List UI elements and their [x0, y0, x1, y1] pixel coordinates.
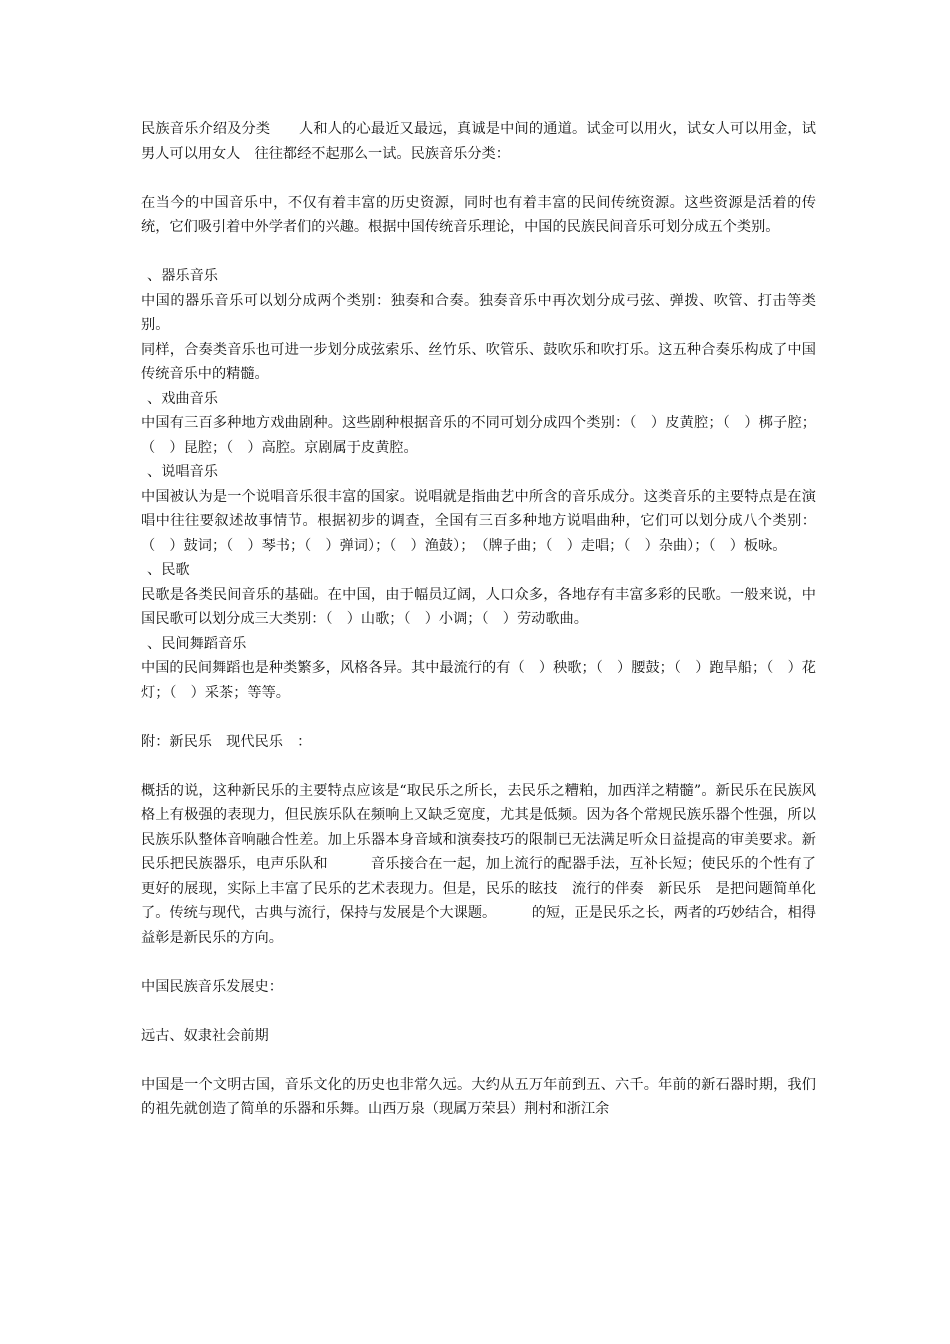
section-heading-folksong: 、民歌: [147, 562, 190, 578]
section-paragraph-instrumental-2: 同样，合奏类音乐也可进一步划分成弦索乐、丝竹乐、吹管乐、鼓吹乐和吹打乐。这五种合奏乐构成了中国传统音乐中的精髓。: [141, 341, 816, 382]
spacer: [141, 166, 816, 191]
overview-paragraph: 在当今的中国音乐中，不仅有着丰富的历史资源，同时也有着丰富的民间传统资源。这些资源是活着的传统，它们吸引着中外学者们的兴趣。根据中国传统音乐理论，中国的民族民间音乐可划分成五个类别。: [141, 194, 816, 235]
spacer: [141, 240, 816, 265]
document-page: [141, 117, 816, 1122]
section-heading-instrumental: 、器乐音乐: [147, 268, 218, 284]
history-title: 中国民族音乐发展史：: [141, 978, 283, 995]
spacer: [141, 705, 816, 730]
section-heading-dance: 、民间舞蹈音乐: [147, 635, 247, 652]
spacer: [141, 999, 816, 1024]
history-paragraph: 中国是一个文明古国，音乐文化的历史也非常久远。大约从五万年前到五、六千。年前的新石器时期，我们的祖先就创造了简单的乐器和乐舞。山西万泉（现属万荣县）荆村和浙江余: [141, 1076, 816, 1117]
section-paragraph-dance: 中国的民间舞蹈也是种类繁多，风格各异。其中最流行的有（ ）秧歌；（ ）腰鼓；（ ）跑旱船；（ ）花灯；（ ）采茶；等等。: [141, 660, 816, 701]
section-paragraph-folksong: 民歌是各类民间音乐的基础。在中国，由于幅员辽阔，人口众多，各地存有丰富多彩的民歌。一般来说，中国民歌可以划分成三大类别：（ ）山歌；（ ）小调；（ ）劳动歌曲。: [141, 586, 816, 627]
intro-paragraph: 民族音乐介绍及分类 人和人的心最近又最远，真诚是中间的通道。试金可以用火，试女人可以用金，试男人可以用女人 往往都经不起那么一试。民族音乐分类：: [141, 121, 816, 162]
section-heading-quyi: 、说唱音乐: [147, 464, 218, 480]
appendix-paragraph: 概括的说，这种新民乐的主要特点应该是“取民乐之所长，去民乐之糟粕，加西洋之精髓”。新民乐在民族风格上有极强的表现力，但民族乐队在频响上又缺乏宽度，尤其是低频。因为各个常规民族乐器个性强，所以民族乐队整体音响融合性差。加上乐器本身音域和演奏技巧的限制已无法满足听众日益提高的审美要求。新民乐把民族器乐，电声乐队和 音乐接合在一起，加上流行的配器手法，互补长短；使民乐的个性有了更好的展现，实际上丰富了民乐的艺术表现力。但是，民乐的眩技 流行的伴奏 新民乐 是把问题简单化了。传统与现代，古典与流行，保持与发展是个大课题。 的短，正是民乐之长，两者的巧妙结合，相得益彰是新民乐的方向。: [141, 782, 816, 946]
spacer: [141, 1048, 816, 1073]
section-paragraph-opera: 中国有三百多种地方戏曲剧种。这些剧种根据音乐的不同可划分成四个类别：（ ）皮黄腔；（ ）梆子腔；（ ）昆腔；（ ）高腔。京剧属于皮黄腔。: [141, 415, 816, 456]
period-title: 远古、奴隶社会前期: [141, 1027, 269, 1044]
section-paragraph-instrumental-1: 中国的器乐音乐可以划分成两个类别：独奏和合奏。独奏音乐中再次划分成弓弦、弹拨、吹管、打击等类别。: [141, 292, 816, 333]
section-paragraph-quyi: 中国被认为是一个说唱音乐很丰富的国家。说唱就是指曲艺中所含的音乐成分。这类音乐的主要特点是在演唱中往往要叙述故事情节。根据初步的调查，全国有三百多种地方说唱曲种，它们可以划分成八个类别：（ ）鼓词；（ ）琴书；（ ）弹词）；（ ）渔鼓）； （牌子曲；（ ）走唱；（ ）杂曲）；（ ）板咏。: [141, 488, 816, 554]
spacer: [141, 754, 816, 779]
section-heading-opera: 、戏曲音乐: [147, 390, 218, 407]
appendix-title: 附：新民乐 现代民乐 ：: [141, 733, 312, 750]
spacer: [141, 950, 816, 975]
